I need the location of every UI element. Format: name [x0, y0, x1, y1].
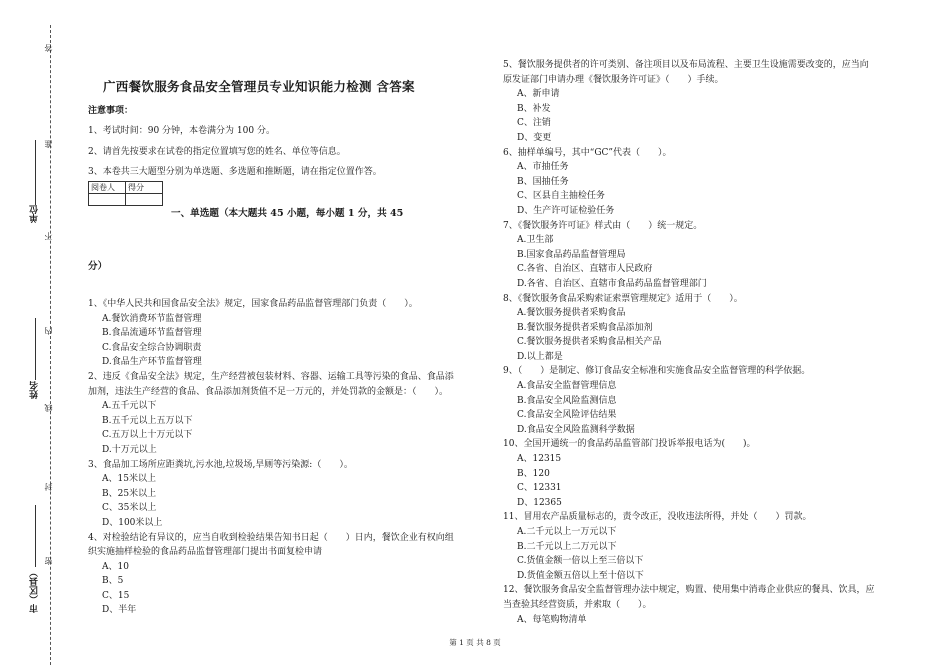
answer-option[interactable]: B.餐饮服务提供者采购食品添加剂 — [517, 322, 653, 333]
answer-option[interactable]: A、10 — [102, 561, 129, 572]
answer-option[interactable]: A、市抽任务 — [517, 162, 569, 173]
answer-option[interactable]: B、5 — [102, 576, 124, 587]
question-block — [503, 292, 923, 365]
answer-option[interactable]: C.餐饮服务提供者采购食品相关产品 — [517, 337, 662, 348]
answer-option[interactable]: A、新申请 — [517, 89, 560, 100]
question-stem: 7、《餐饮服务许可证》样式由（ ）统一规定。 — [503, 220, 703, 231]
notice-2: 2、请首先按要求在试卷的指定位置填写您的姓名、单位等信息。 — [88, 147, 346, 157]
answer-option[interactable]: A.五千元以下 — [102, 401, 157, 412]
district-field-label: 市（区县） — [30, 568, 40, 613]
unit-field-label: 单位 — [30, 205, 40, 223]
binding-line — [50, 25, 51, 665]
answer-option[interactable]: C、35米以上 — [102, 503, 157, 514]
answer-option[interactable]: C、15 — [102, 590, 130, 601]
margin-label-nei: 内 — [44, 327, 53, 335]
question-block — [88, 531, 488, 619]
question-stem: 当查验其经营资质，并索取（ ）。 — [503, 599, 652, 610]
question-stem: 原发证部门申请办理《餐饮服务许可证》（ ）手续。 — [503, 74, 724, 85]
question-block — [88, 297, 488, 370]
question-block — [88, 370, 488, 458]
score-blank — [126, 194, 163, 206]
question-stem: 8、《餐饮服务食品采购索证索票管理规定》适用于（ ）。 — [503, 293, 743, 304]
answer-option[interactable]: B.食品流通环节监督管理 — [102, 328, 202, 339]
answer-option[interactable]: D、12365 — [517, 497, 562, 508]
answer-option[interactable]: A.餐饮服务提供者采购食品 — [517, 308, 626, 319]
answer-option[interactable]: B.食品安全风险监测信息 — [517, 395, 617, 406]
name-field-label: 姓名 — [30, 381, 40, 399]
question-stem: 11、冒用农产品质量标志的，责令改正，没收违法所得，并处（ ）罚款。 — [503, 512, 812, 523]
answer-option[interactable]: C.食品安全综合协调职责 — [102, 342, 202, 353]
question-block — [503, 219, 923, 292]
answer-option[interactable]: D、100米以上 — [102, 517, 163, 528]
notice-title: 注意事项： — [88, 106, 134, 116]
answer-option[interactable]: D、变更 — [517, 132, 552, 143]
question-stem: 5、餐饮服务提供者的许可类别、备注项目以及布局流程、主要卫生设施需要改变的，应当向 — [503, 60, 869, 70]
answer-option[interactable]: B.国家食品药品监督管理局 — [517, 249, 626, 260]
page-footer: 第 1 页 共 8 页 — [449, 638, 501, 647]
margin-label-mi: 密 — [44, 557, 53, 565]
grader-cell: 阅卷人 — [89, 182, 126, 194]
question-block — [503, 146, 923, 219]
answer-option[interactable]: B、国抽任务 — [517, 176, 569, 187]
answer-option[interactable]: C.五万以上十万元以下 — [102, 430, 193, 441]
notice-1: 1、考试时间：90 分钟，本卷满分为 100 分。 — [88, 126, 275, 136]
question-stem: 织实施抽样检验的食品药品监督管理部门提出书面复检申请 — [88, 547, 323, 558]
question-block — [503, 583, 923, 627]
question-block — [88, 458, 488, 531]
question-stem: 3、食品加工场所应距粪坑,污水池,垃圾场,旱厕等污染源:（ ）。 — [88, 459, 353, 470]
answer-option[interactable]: A.二千元以上一万元以下 — [517, 527, 617, 537]
margin-label-feng: 封 — [44, 483, 53, 491]
unit-field-line — [35, 140, 36, 205]
district-field-line — [35, 505, 36, 567]
question-block — [503, 510, 923, 583]
grader-blank — [89, 194, 126, 206]
answer-option[interactable]: D.食品生产环节监督管理 — [102, 357, 202, 368]
answer-option[interactable]: D.货值金额五倍以上至十倍以下 — [517, 570, 644, 581]
answer-option[interactable]: C.各省、自治区、直辖市人民政府 — [517, 264, 653, 275]
margin-label-da: 答 — [44, 44, 53, 52]
answer-option[interactable]: D、生产许可证检验任务 — [517, 205, 615, 216]
margin-label-xian: 线 — [44, 404, 53, 412]
question-stem: 10、全国开通统一的食品药品监管部门投诉举报电话为( )。 — [503, 439, 756, 450]
name-field-line — [35, 318, 36, 380]
answer-option[interactable]: B、补发 — [517, 103, 551, 114]
answer-option[interactable]: D.食品安全风险监测科学数据 — [517, 424, 635, 435]
answer-option[interactable]: C.食品安全风险评估结果 — [517, 410, 617, 421]
answer-option[interactable]: A.餐饮消费环节监督管理 — [102, 313, 202, 324]
answer-option[interactable]: A、12315 — [517, 454, 562, 465]
section-1-heading-cont: 分） — [88, 261, 108, 272]
margin-label-zhun: 准 — [44, 140, 53, 148]
answer-option[interactable]: D.以上都是 — [517, 351, 563, 362]
answer-option[interactable]: D、半年 — [102, 605, 137, 616]
answer-option[interactable]: D.各省、自治区、直辖市食品药品监督管理部门 — [517, 278, 707, 289]
answer-option[interactable]: B.五千元以上五万以下 — [102, 415, 193, 426]
answer-option[interactable]: A、每笔购物清单 — [517, 614, 587, 625]
question-stem: 1、《中华人民共和国食品安全法》规定，国家食品药品监督管理部门负责（ ）。 — [88, 299, 418, 309]
answer-option[interactable]: A.卫生部 — [517, 235, 554, 246]
answer-option[interactable]: A.食品安全监督管理信息 — [517, 381, 617, 392]
question-stem: 6、抽样单编号，其中“GC”代表（ ）。 — [503, 147, 672, 158]
question-block — [503, 364, 923, 437]
question-stem: 12、餐饮服务食品安全监督管理办法中规定，购置、使用集中消毒企业供应的餐具、饮具，应 — [503, 585, 875, 596]
question-stem: 4、对检验结论有异议的，应当自收到检验结果告知书日起（ ）日内，餐饮企业有权向组 — [88, 532, 454, 543]
answer-option[interactable]: B.二千元以上二万元以下 — [517, 541, 617, 552]
answer-option[interactable]: A、15米以上 — [102, 474, 156, 485]
score-cell: 得分 — [126, 182, 163, 194]
answer-option[interactable]: B、120 — [517, 468, 550, 479]
notice-3: 3、本卷共三大题型分别为单选题、多选题和推断题，请在指定位置作答。 — [88, 167, 382, 177]
page-title: 广西餐饮服务食品安全管理员专业知识能力检测 含答案 — [103, 79, 415, 94]
question-stem: 加剂，违法生产经营的食品、食品添加剂货值不足一万元的，并处罚款的金额是：（ ）。 — [88, 386, 449, 397]
answer-option[interactable]: C、区县自主抽检任务 — [517, 191, 605, 202]
question-block — [503, 58, 923, 146]
answer-option[interactable]: D.十万元以上 — [102, 444, 157, 455]
answer-option[interactable]: B、25米以上 — [102, 488, 157, 499]
right-question-column — [503, 58, 923, 627]
question-block — [503, 437, 923, 510]
question-stem: 2、违反《食品安全法》规定，生产经营被包装材料、容器、运输工具等污染的食品、食品添 — [88, 371, 454, 382]
margin-label-bu: 不 — [44, 232, 53, 240]
question-stem: 9、（ ）是制定、修订食品安全标准和实施食品安全监督管理的科学依据。 — [503, 366, 811, 377]
left-question-column — [88, 297, 488, 618]
section-1-heading: 一、单选题（本大题共 45 小题，每小题 1 分，共 45 — [171, 208, 404, 219]
score-table — [88, 181, 163, 206]
answer-option[interactable]: C.货值金额一倍以上至三倍以下 — [517, 556, 644, 567]
answer-option[interactable]: C、12331 — [517, 483, 562, 494]
answer-option[interactable]: C、注销 — [517, 118, 551, 129]
